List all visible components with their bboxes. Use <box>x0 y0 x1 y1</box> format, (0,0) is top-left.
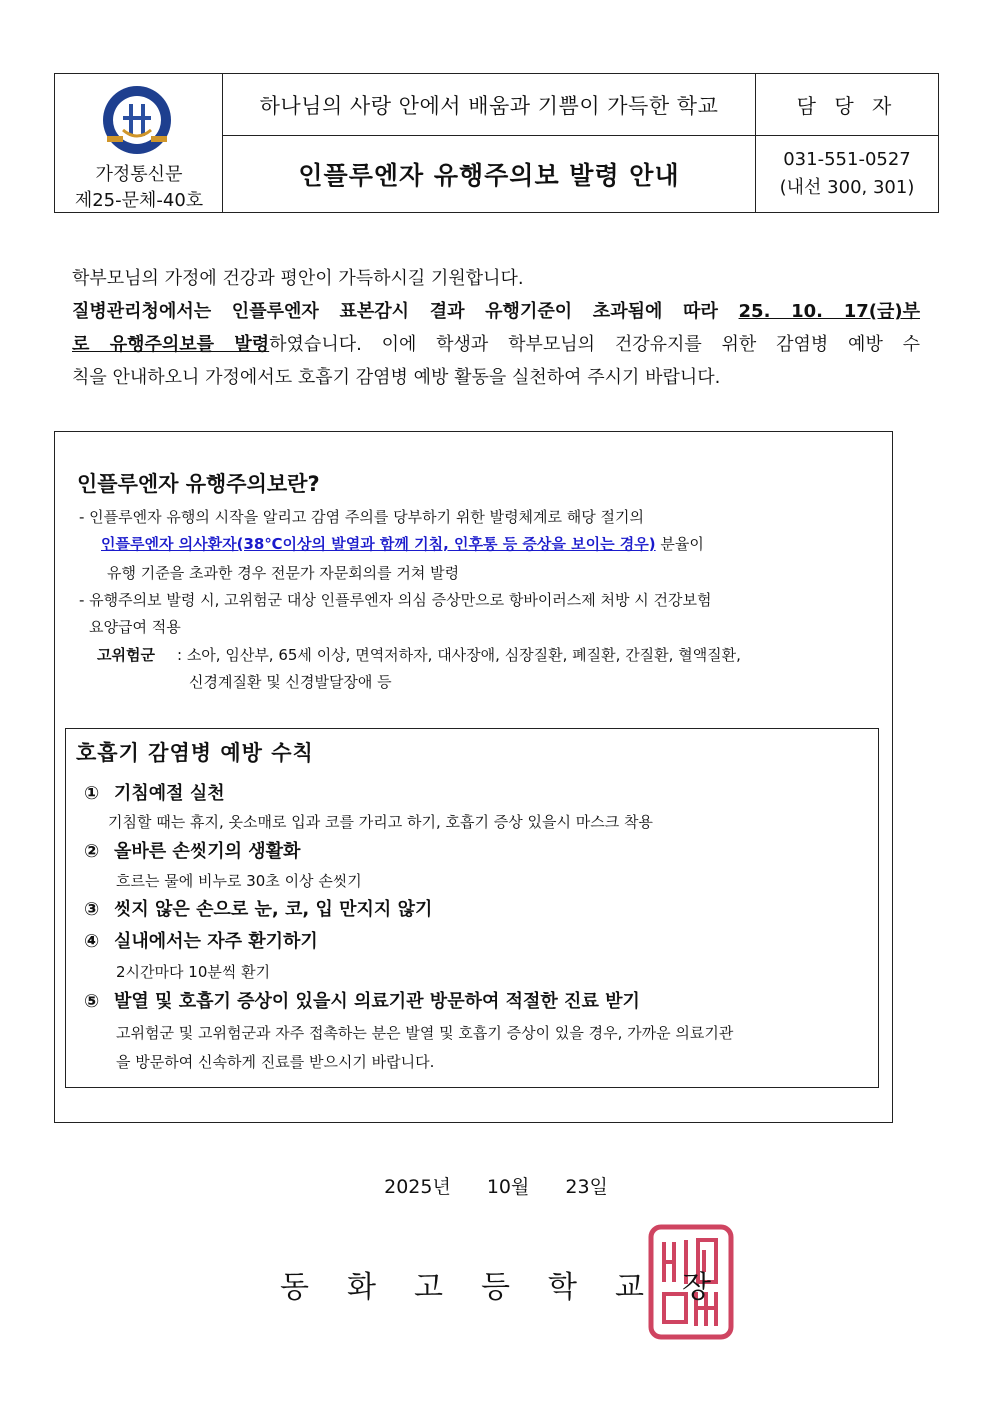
intro-paragraph <box>72 262 920 394</box>
info-bullet-2b: 요양급여 적용 <box>89 618 181 636</box>
date-year: 2025년 <box>384 1176 451 1198</box>
risk-group-list-b: 신경계질환 및 신경발달장애 등 <box>189 673 392 691</box>
rule-5-desc-2: 을 방문하여 신속하게 진료를 받으시기 바랍니다. <box>116 1053 435 1071</box>
rule-4-number: ④ <box>84 931 100 952</box>
sig-char-1: 동 <box>280 1270 309 1305</box>
rule-2-title: 올바른 손씻기의 생활화 <box>114 841 301 862</box>
risk-group-list-a: : 소아, 임산부, 65세 이상, 면역저하자, 대사장애, 심장질환, 폐질환, 간질환, 혈액질환, <box>177 646 741 664</box>
rule-3 <box>84 895 432 921</box>
principal-signature <box>280 1262 749 1306</box>
rule-5-desc: 고위험군 및 고위험군과 자주 접촉하는 분은 발열 및 호흡기 증상이 있을 경우, 가까운 의료기관 <box>116 1024 734 1042</box>
request-line: 칙을 안내하오니 가정에서도 호흡기 감염병 예방 활동을 실천하여 주시기 바랍니다. <box>72 367 721 388</box>
sig-char-2: 화 <box>347 1270 376 1305</box>
rule-2-desc: 흐르는 물에 비누로 30초 이상 손씻기 <box>116 872 362 890</box>
info-bullet-1b-rest: 분율이 <box>655 535 704 553</box>
announcement-date: 25. 10. 17(금)부 <box>738 301 920 322</box>
school-logo <box>101 84 173 156</box>
manager-cell <box>756 74 938 136</box>
date-month: 10월 <box>486 1176 530 1198</box>
sig-char-3: 고 <box>414 1270 443 1305</box>
sig-char-4: 등 <box>481 1270 510 1305</box>
rule-4-title: 실내에서는 자주 환기하기 <box>114 931 318 952</box>
rule-1-desc: 기침할 때는 휴지, 옷소매로 입과 코를 가리고 하기, 호흡기 증상 있을시 마스크 착용 <box>108 813 653 831</box>
rule-2 <box>84 837 300 863</box>
info-bullet-1a: - 인플루엔자 유행의 시작을 알리고 감염 주의를 당부하기 위한 발령체계로 해당 절기의 <box>79 508 645 526</box>
rule-1-title: 기침예절 실천 <box>114 783 225 804</box>
header-table <box>54 73 939 213</box>
rule-1-number: ① <box>84 783 100 804</box>
sig-char-5: 학 <box>548 1270 577 1305</box>
contact-cell <box>756 136 938 212</box>
phone-number: 031-551-0527 <box>783 149 911 170</box>
sig-char-6: 교 <box>615 1270 644 1305</box>
doc-number: 제25-문체-40호 <box>74 190 204 211</box>
announcement-line <box>72 295 920 328</box>
doc-type: 가정통신문 <box>95 164 183 185</box>
info-bullet-1b <box>101 533 704 554</box>
rule-2-number: ② <box>84 841 100 862</box>
motto-cell <box>223 74 756 136</box>
rule-3-title: 씻지 않은 손으로 눈, 코, 입 만지지 않기 <box>114 899 433 920</box>
info-bullet-2a: - 유행주의보 발령 시, 고위험군 대상 인플루엔자 의심 증상만으로 항바이러스제 처방 시 건강보험 <box>79 591 712 609</box>
rule-3-number: ③ <box>84 899 100 920</box>
announcement-issued: 로 유행주의보를 발령 <box>72 334 270 355</box>
sig-char-7: 장 <box>682 1270 711 1305</box>
rule-4-desc: 2시간마다 10분씩 환기 <box>116 963 271 981</box>
rule-5-title: 발열 및 호흡기 증상이 있을시 의료기관 방문하여 적절한 진료 받기 <box>114 991 640 1012</box>
info-heading: 인플루엔자 유행주의보란? <box>77 472 320 496</box>
prevention-rules-box <box>65 728 879 1088</box>
phone-extension: (내선 300, 301) <box>779 177 915 198</box>
greeting-line: 학부모님의 가정에 건강과 평안이 가득하시길 기원합니다. <box>72 268 524 289</box>
date-day: 23일 <box>565 1176 608 1198</box>
rule-4 <box>84 927 318 953</box>
header-left-cell <box>55 74 223 212</box>
rule-1 <box>84 779 225 805</box>
rule-5 <box>84 987 640 1013</box>
info-bullet-1c: 유행 기준을 초과한 경우 전문가 자문회의를 거쳐 발령 <box>107 564 460 582</box>
manager-label: 담 당 자 <box>796 94 898 118</box>
rules-heading: 호흡기 감염병 예방 수칙 <box>76 741 314 765</box>
issue-date <box>0 1172 992 1199</box>
school-motto: 하나님의 사랑 안에서 배움과 기쁨이 가득한 학교 <box>259 93 719 118</box>
announcement-line-2 <box>72 328 920 361</box>
announcement-bold: 질병관리청에서는 인플루엔자 표본감시 결과 유행기준이 초과됨에 따라 <box>72 301 739 322</box>
info-box <box>54 431 893 1123</box>
patient-definition: 인플루엔자 의사환자(38℃이상의 발열과 함께 기침, 인후통 등 증상을 보이는 경우) <box>101 535 656 553</box>
announcement-rest: 하였습니다. 이에 학생과 학부모님의 건강유지를 위한 감염병 예방 수 <box>269 334 920 355</box>
title-cell <box>223 136 756 212</box>
risk-group-label: 고위험군 <box>97 646 155 664</box>
page-title: 인플루엔자 유행주의보 발령 안내 <box>298 161 680 190</box>
rule-5-number: ⑤ <box>84 991 100 1012</box>
